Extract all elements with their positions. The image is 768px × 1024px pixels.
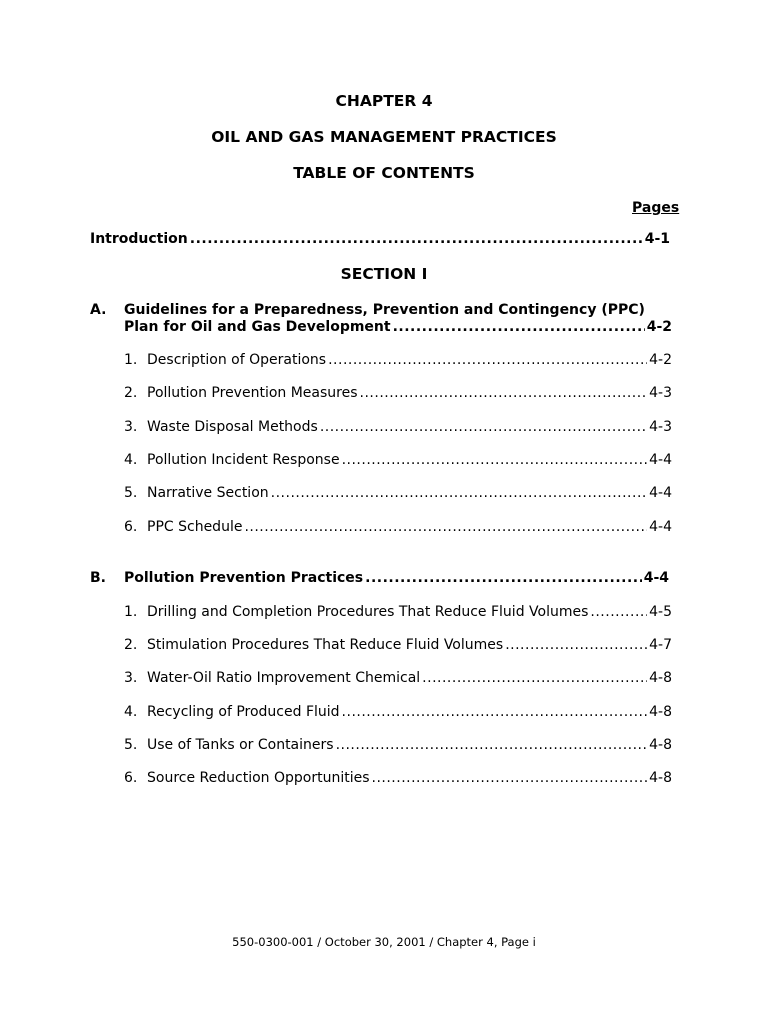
entry-page: 4-4 [649, 519, 672, 535]
entry-number: 2. [124, 637, 138, 653]
entry-label [124, 385, 360, 401]
dot-leader [271, 485, 647, 501]
entry-label: Plan for Oil and Gas Development [124, 319, 391, 335]
toc-entry[interactable] [124, 637, 672, 653]
entry-label: Introduction [90, 231, 188, 247]
dot-leader [365, 570, 642, 586]
entry-number: 4. [124, 704, 138, 720]
entry-number: 1. [124, 352, 138, 368]
entry-title: Water-Oil Ratio Improvement Chemical [147, 670, 421, 686]
entry-title: Use of Tanks or Containers [147, 737, 334, 753]
dot-leader [336, 737, 648, 753]
entry-page: 4-8 [649, 704, 672, 720]
dot-leader [328, 352, 647, 368]
toc-entry[interactable] [124, 452, 672, 468]
entry-number: 4. [124, 452, 138, 468]
entry-title: Pollution Prevention Measures [147, 385, 358, 401]
entry-page: 4-1 [644, 231, 670, 247]
entry-label [124, 737, 336, 753]
entry-page: 4-4 [649, 452, 672, 468]
toc-entry[interactable] [124, 419, 672, 435]
entry-page: 4-4 [649, 485, 672, 501]
entry-page: 4-8 [649, 770, 672, 786]
entry-page: 4-4 [643, 570, 669, 586]
entry-number: 3. [124, 419, 138, 435]
toc-entry[interactable] [124, 519, 672, 535]
entry-label [124, 485, 271, 501]
entry-label [124, 604, 590, 620]
entry-label [124, 519, 244, 535]
entry-title: Stimulation Procedures That Reduce Fluid Volumes [147, 637, 504, 653]
entry-label [124, 637, 505, 653]
entry-page: 4-8 [649, 737, 672, 753]
entry-page: 4-5 [649, 604, 672, 620]
entry-page: 4-8 [649, 670, 672, 686]
toc-entry[interactable] [124, 704, 672, 720]
entry-title: Drilling and Completion Procedures That Reduce Fluid Volumes [147, 604, 589, 620]
section-heading: SECTION I [340, 265, 428, 283]
entry-label [124, 670, 422, 686]
toc-entry[interactable] [124, 737, 672, 753]
entry-label [124, 770, 372, 786]
entry-title: Description of Operations [147, 352, 327, 368]
group-a-title-line1 [124, 302, 684, 318]
entry-number: 6. [124, 770, 138, 786]
page-footer: 550-0300-001 / October 30, 2001 / Chapter 4, Page i [232, 935, 536, 949]
dot-leader [360, 385, 648, 401]
entry-title: Waste Disposal Methods [147, 419, 318, 435]
entry-label: Pollution Prevention Practices [124, 570, 364, 586]
entry-page: 4-3 [649, 385, 672, 401]
group-letter-a: A. [90, 302, 107, 318]
entry-title: Recycling of Produced Fluid [147, 704, 340, 720]
entry-number: 3. [124, 670, 138, 686]
dot-leader [372, 770, 648, 786]
toc-entry-introduction[interactable] [90, 231, 670, 247]
entry-label [124, 352, 328, 368]
entry-label [124, 419, 320, 435]
toc-entry[interactable] [124, 385, 672, 401]
entry-title: PPC Schedule [147, 519, 243, 535]
entry-page: 4-7 [649, 637, 672, 653]
group-letter-b: B. [90, 570, 106, 586]
entry-label: Guidelines for a Preparedness, Prevention and Contingency (PPC) [124, 302, 645, 318]
dot-leader [342, 704, 648, 720]
dot-leader [190, 231, 643, 247]
pages-column-label: Pages [632, 200, 680, 216]
chapter-heading: CHAPTER 4 [335, 92, 433, 110]
toc-entry-group-a[interactable] [124, 319, 672, 335]
dot-leader [590, 604, 647, 620]
entry-number: 5. [124, 737, 138, 753]
entry-title: Pollution Incident Response [147, 452, 340, 468]
entry-title: Source Reduction Opportunities [147, 770, 370, 786]
entry-number: 1. [124, 604, 138, 620]
toc-entry[interactable] [124, 485, 672, 501]
entry-label [124, 704, 342, 720]
toc-entry[interactable] [124, 352, 672, 368]
toc-entry[interactable] [124, 770, 672, 786]
dot-leader [422, 670, 647, 686]
toc-heading: TABLE OF CONTENTS [293, 164, 475, 182]
toc-entry-group-b[interactable] [124, 570, 669, 586]
dot-leader [393, 319, 645, 335]
entry-page: 4-2 [646, 319, 672, 335]
dot-leader [320, 419, 647, 435]
chapter-title: OIL AND GAS MANAGEMENT PRACTICES [211, 128, 557, 146]
entry-number: 2. [124, 385, 138, 401]
entry-number: 5. [124, 485, 138, 501]
entry-number: 6. [124, 519, 138, 535]
dot-leader [342, 452, 648, 468]
dot-leader [244, 519, 647, 535]
entry-page: 4-2 [649, 352, 672, 368]
entry-title: Narrative Section [147, 485, 269, 501]
entry-page: 4-3 [649, 419, 672, 435]
entry-label [124, 452, 342, 468]
dot-leader [505, 637, 647, 653]
toc-entry[interactable] [124, 670, 672, 686]
toc-entry[interactable] [124, 604, 672, 620]
